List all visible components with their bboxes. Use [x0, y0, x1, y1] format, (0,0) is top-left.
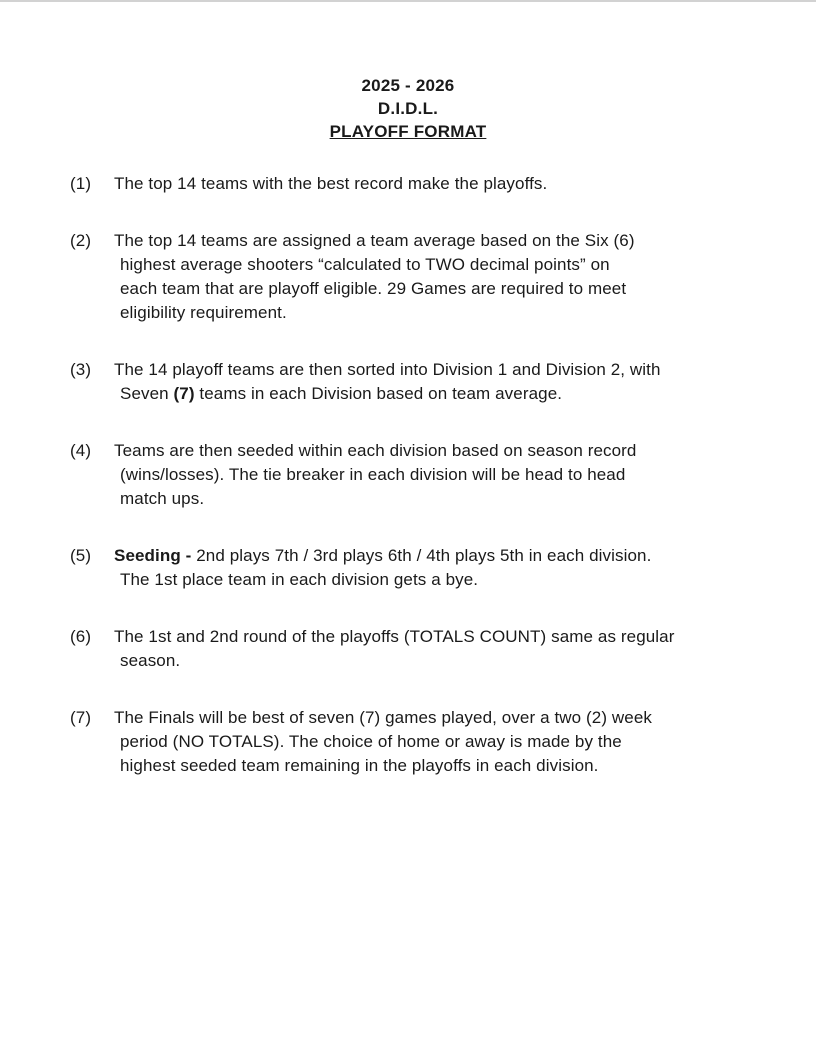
- list-item: [0, 172, 816, 196]
- item-text-line: [114, 253, 816, 277]
- item-text-line: [114, 706, 816, 730]
- title-league-name: D.I.D.L.: [377, 99, 439, 118]
- item-text-bold-segment: (7): [173, 384, 195, 403]
- item-text-segment: The Finals will be best of seven (7) games played, over a two (2) week: [114, 708, 653, 727]
- item-text-segment: match ups.: [120, 489, 205, 508]
- item-text: [114, 229, 816, 325]
- item-text-segment: The 1st and 2nd round of the playoffs (TOTALS COUNT) same as regular: [114, 627, 675, 646]
- playoff-rules-list: [0, 143, 816, 778]
- item-number: (6): [70, 627, 92, 646]
- title-season: 2025 - 2026: [361, 76, 455, 95]
- item-text-segment: Seven: [120, 384, 174, 403]
- document-title: [0, 2, 816, 143]
- item-text-line: [114, 730, 816, 754]
- item-text-line: [114, 463, 816, 487]
- item-text-segment: period (NO TOTALS). The choice of home or away is made by the: [120, 732, 622, 751]
- item-text-segment: The 1st place team in each division gets a bye.: [120, 570, 479, 589]
- item-text-line: [114, 625, 816, 649]
- item-text-segment: The top 14 teams with the best record make the playoffs.: [114, 174, 548, 193]
- item-number: (3): [70, 360, 92, 379]
- item-text-line: [114, 358, 816, 382]
- item-text-segment: season.: [120, 651, 181, 670]
- item-text-line: [114, 277, 816, 301]
- item-text-bold-segment: Seeding -: [114, 546, 197, 565]
- item-number: (1): [70, 174, 92, 193]
- item-text-segment: each team that are playoff eligible. 29 Games are required to meet: [120, 279, 627, 298]
- item-text-line: [114, 754, 816, 778]
- item-text: [114, 625, 816, 673]
- item-text-line: [114, 487, 816, 511]
- item-text-line: [114, 568, 816, 592]
- item-text-segment: highest seeded team remaining in the playoffs in each division.: [120, 756, 599, 775]
- item-text-line: [114, 649, 816, 673]
- item-number: (4): [70, 441, 92, 460]
- item-text-line: [114, 439, 816, 463]
- item-text-segment: The 14 playoff teams are then sorted into Division 1 and Division 2, with: [114, 360, 661, 379]
- item-text-segment: Teams are then seeded within each division based on season record: [114, 441, 637, 460]
- item-text: [114, 358, 816, 406]
- item-text-segment: (wins/losses). The tie breaker in each division will be head to head: [120, 465, 626, 484]
- item-text-line: [114, 172, 816, 196]
- item-text-line: [114, 301, 816, 325]
- item-text-line: [114, 544, 816, 568]
- list-item: [0, 706, 816, 778]
- list-item: [0, 358, 816, 406]
- title-heading: PLAYOFF FORMAT: [329, 122, 487, 141]
- item-number: (7): [70, 708, 92, 727]
- item-text: [114, 544, 816, 592]
- item-text-segment: eligibility requirement.: [120, 303, 287, 322]
- item-number: (2): [70, 231, 92, 250]
- list-item: [0, 229, 816, 325]
- item-text-segment: teams in each Division based on team average.: [194, 384, 563, 403]
- item-text-segment: 2nd plays 7th / 3rd plays 6th / 4th plays 5th in each division.: [196, 546, 652, 565]
- item-text-segment: highest average shooters “calculated to TWO decimal points” on: [120, 255, 610, 274]
- item-number: (5): [70, 546, 92, 565]
- item-text-line: [114, 382, 816, 406]
- item-text-segment: The top 14 teams are assigned a team average based on the Six (6): [114, 231, 635, 250]
- item-text-line: [114, 229, 816, 253]
- list-item: [0, 544, 816, 592]
- list-item: [0, 625, 816, 673]
- item-text: [114, 172, 816, 196]
- item-text: [114, 706, 816, 778]
- list-item: [0, 439, 816, 511]
- item-text: [114, 439, 816, 511]
